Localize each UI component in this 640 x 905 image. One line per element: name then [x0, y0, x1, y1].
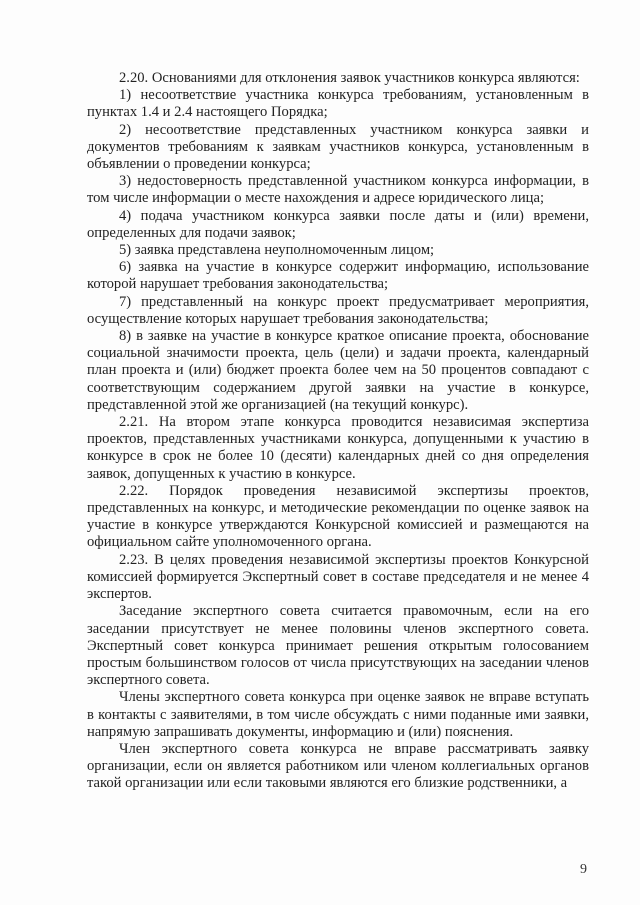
list-item-5: 5) заявка представлена неуполномоченным лицом; [119, 242, 435, 259]
paragraph-2-20: 2.20. Основаниями для отклонения заявок участников конкурса являются: [119, 70, 580, 86]
list-item-7: 7) представленный на конкурс проект предусматривает мероприятия, осуществление которых нарушает требования законодательства; [87, 293, 589, 327]
list-item-4: 4) подача участником конкурса заявки после даты и (или) времени, определенных для подачи заявок; [87, 207, 589, 241]
paragraph-council-conflict: Член экспертного совета конкурса не вправе рассматривать заявку организации, если он является работником или членом коллегиальных органов такой организации или если таковыми являются его близкие родственники, а [87, 740, 589, 792]
paragraph-2-21: 2.21. На втором этапе конкурса проводится независимая экспертиза проектов, представленных участниками конкурса, допущенными к участию в конкурсе в срок не более 10 (десяти) календарных дней со дня определения заявок, допущенных к участию в конкурсе. [87, 414, 589, 482]
list-item-2: 2) несоответствие представленных участником конкурса заявки и документов требованиям к заявкам участников конкурса, установленным в объявлении о проведении конкурса; [87, 121, 589, 173]
paragraph-council-quorum: Заседание экспертного совета считается правомочным, если на его заседании присутствует не менее половины членов экспертного совета. Экспертный совет конкурса принимает решения открытым голосованием простым большинством голосов от числа присутствующих на заседании членов экспертного совета. [87, 603, 589, 689]
paragraph-2-23: 2.23. В целях проведения независимой экспертизы проектов Конкурсной комиссией формируется Экспертный совет в составе председателя и не менее 4 экспертов. [87, 551, 589, 603]
list-item-1: 1) несоответствие участника конкурса требованиям, установленным в пунктах 1.4 и 2.4 настоящего Порядка; [87, 87, 589, 121]
list-item-6: 6) заявка на участие в конкурсе содержит информацию, использование которой нарушает требования законодательства; [87, 259, 589, 293]
paragraph-council-contacts: Члены экспертного совета конкурса при оценке заявок не вправе вступать в контакты с заявителями, в том числе обсуждать с ними поданные ими заявки, напрямую запрашивать документы, информацию и (или) пояснения. [87, 689, 589, 740]
list-item-3: 3) недостоверность представленной участником конкурса информации, в том числе информации о месте нахождения и адресе юридического лица; [87, 173, 589, 207]
page-number: 9 [580, 862, 587, 877]
list-item-8: 8) в заявке на участие в конкурсе краткое описание проекта, обоснование социальной значимости проекта, цель (цели) и задачи проекта, календарный план проекта и (или) бюджет проекта более чем на 50 процентов совпадают с соответствующим содержанием другой заявки на участие в конкурсе, представленной этой же организацией (на текущий конкурс). [87, 328, 589, 413]
document-body [87, 70, 589, 793]
paragraph-2-22: 2.22. Порядок проведения независимой экспертизы проектов, представленных на конкурс, и методические рекомендации по оценке заявок на участие в конкурсе утверждаются Конкурсной комиссией и размещаются на официальном сайте уполномоченного органа. [87, 482, 589, 551]
